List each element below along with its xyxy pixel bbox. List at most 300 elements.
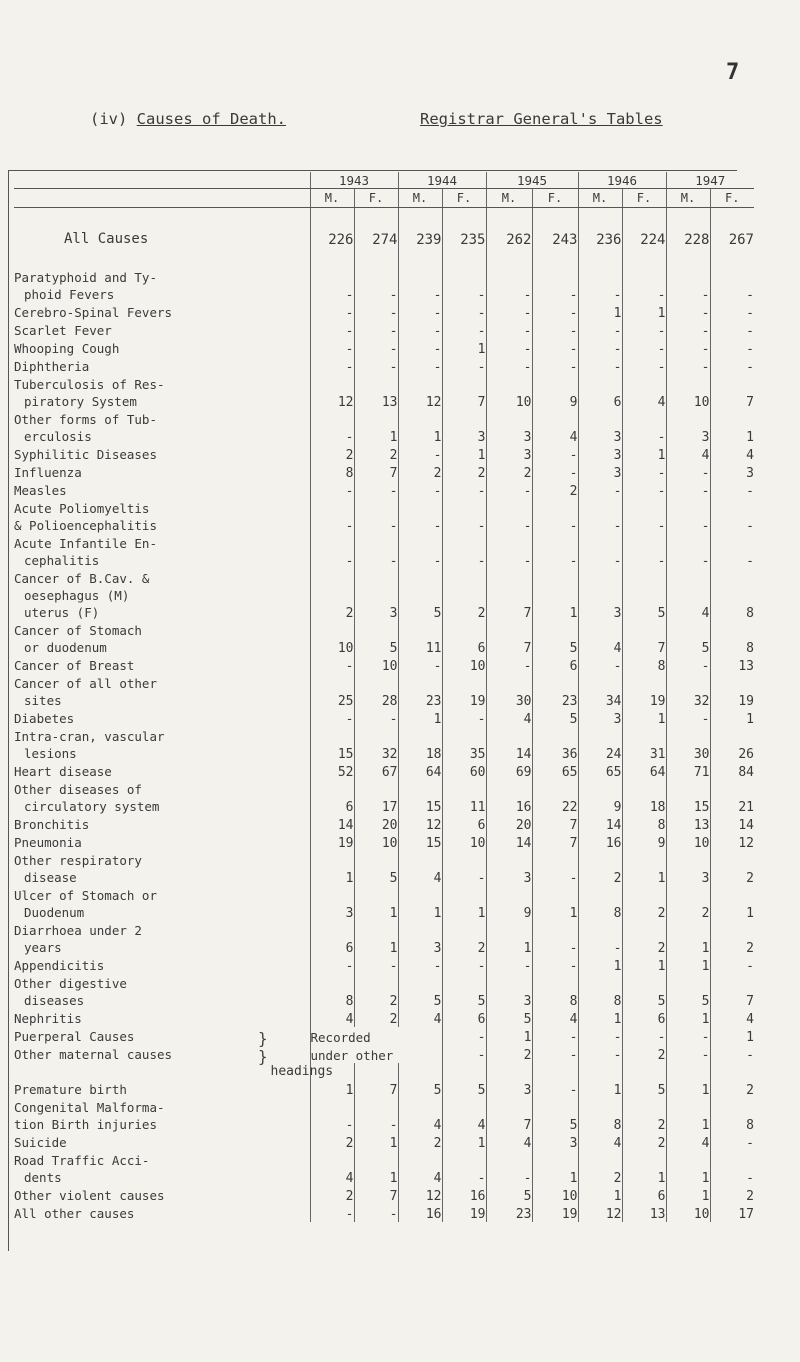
cause-label [14,833,310,851]
table-row [14,1027,754,1045]
table-row [14,569,754,621]
cell-value: 14 [486,727,532,762]
cell-value: 5 [398,1063,442,1098]
cell-value: 1 [354,410,398,445]
cell-value: - [532,534,578,569]
cell-value: - [666,534,710,569]
cell-value: 35 [442,727,486,762]
cell-value: - [398,481,442,499]
cell-value: 4 [578,1133,622,1151]
cell-value: - [532,463,578,481]
cause-label [14,780,310,815]
cell-value: - [354,709,398,727]
cell-value: 12 [578,1204,622,1222]
cell-value: - [398,268,442,303]
cause-label-line: All other causes [14,1206,135,1221]
cell-value: 2 [622,1098,666,1133]
cell-value: - [310,1098,354,1133]
cause-label-line: years [24,940,62,955]
cause-label [14,208,310,249]
cause-label [14,1151,310,1186]
cause-label [14,656,310,674]
cell-value: - [310,303,354,321]
table-row [14,1151,754,1186]
sex-header-row [14,189,754,208]
cell-value: 3 [486,851,532,886]
cell-value: - [442,534,486,569]
cell-value: 10 [442,833,486,851]
cell-value: - [398,534,442,569]
cell-value: 236 [578,208,622,249]
cell-value: 32 [354,727,398,762]
cell-value: - [354,499,398,534]
cell-value: 1 [710,410,754,445]
cell-value: - [622,321,666,339]
cell-value: - [532,1027,578,1045]
cell-value: 10 [354,833,398,851]
table-row [14,833,754,851]
cause-label [14,621,310,656]
cell-value: 1 [532,886,578,921]
cell-value: 1 [398,886,442,921]
cell-value: - [354,534,398,569]
table-source-title: Registrar General's Tables [420,110,663,128]
cell-value: 5 [666,621,710,656]
cause-label-line: Scarlet Fever [14,323,112,338]
cell-value: 20 [354,815,398,833]
cell-value: 10 [486,375,532,410]
cell-value: 69 [486,762,532,780]
cell-value: - [532,445,578,463]
table-row [14,1045,754,1063]
cause-label [14,357,310,375]
cell-value: 2 [442,921,486,956]
cell-value: 19 [532,1204,578,1222]
cell-value: - [486,499,532,534]
cell-value: 22 [532,780,578,815]
cell-value: 2 [532,481,578,499]
cell-value: 19 [442,674,486,709]
cell-value: 3 [486,445,532,463]
cell-value: - [398,499,442,534]
table-row [14,534,754,569]
cell-value: - [710,1151,754,1186]
year-header: 1945 [486,172,578,189]
cell-value: - [310,656,354,674]
cell-value: - [310,339,354,357]
cell-value: - [710,357,754,375]
cell-value: 65 [532,762,578,780]
cell-value: - [310,534,354,569]
table-row [14,445,754,463]
cell-value: - [310,357,354,375]
cell-value: - [310,268,354,303]
table-row [14,886,754,921]
cell-value: 6 [442,621,486,656]
cell-value: - [666,481,710,499]
cell-value: 11 [442,780,486,815]
cell-value: - [310,709,354,727]
cell-value: - [398,956,442,974]
cell-value: - [310,481,354,499]
table-row [14,1009,754,1027]
cell-value: 31 [622,727,666,762]
cell-value: 5 [622,974,666,1009]
cell-value: 12 [310,375,354,410]
cell-value: - [354,339,398,357]
cell-value: 243 [532,208,578,249]
cell-value: - [398,303,442,321]
cell-value: 1 [578,1063,622,1098]
cause-label [14,445,310,463]
cell-value: 3 [578,463,622,481]
cell-value: 13 [710,656,754,674]
cell-value: 67 [354,762,398,780]
cell-value: - [666,268,710,303]
table-row [14,674,754,709]
cell-value: 3 [578,410,622,445]
cell-value: - [310,499,354,534]
cause-label-line: Acute Infantile En- [14,536,157,551]
cell-value: 16 [486,780,532,815]
cell-value: 10 [666,833,710,851]
cell-value: 1 [442,886,486,921]
cause-label [14,674,310,709]
cell-value: 1 [578,956,622,974]
cell-value: 1 [666,1151,710,1186]
cell-value: - [442,956,486,974]
cell-value: - [442,1045,486,1063]
cell-value: 7 [486,569,532,621]
cell-value: headings 1 [270,1064,354,1098]
cell-value: 7 [486,1098,532,1133]
cell-value: 65 [578,762,622,780]
cell-value: 2 [622,1133,666,1151]
cell-value: 16 [398,1204,442,1222]
cause-label [14,1204,310,1222]
cell-value: - [622,1027,666,1045]
cell-value: - [710,481,754,499]
sex-header: F. [354,189,398,208]
cell-value: - [442,851,486,886]
span-note: under other [310,1045,442,1063]
cell-value: - [442,268,486,303]
table-row [14,1133,754,1151]
cell-value: - [310,410,354,445]
cause-label-line: Other digestive [14,976,127,991]
cell-value: - [398,656,442,674]
cell-value: 17 [710,1204,754,1222]
cell-value: - [442,499,486,534]
cell-value: 7 [710,375,754,410]
cause-label [14,481,310,499]
section-title: Causes of Death. [136,110,286,128]
cause-label [14,956,310,974]
cause-label [14,1009,310,1027]
cell-value: 34 [578,674,622,709]
cause-label-line: sites [24,693,62,708]
cell-value: - [622,463,666,481]
cell-value: - [578,357,622,375]
cell-value: - [710,303,754,321]
table-row [14,410,754,445]
cell-value: - [442,481,486,499]
cell-value: 3 [486,974,532,1009]
cell-value: 11 [398,621,442,656]
cell-value: 6 [310,780,354,815]
cell-value: 4 [310,1151,354,1186]
cell-value: 19 [710,674,754,709]
cell-value: 8 [578,1098,622,1133]
cell-value: 4 [666,1133,710,1151]
cell-value: 5 [442,974,486,1009]
cause-label [14,727,310,762]
cell-value: - [486,656,532,674]
cause-label-line: Diphtheria [14,359,90,374]
cell-value: 1 [354,886,398,921]
cell-value: 9 [486,886,532,921]
cell-value: 4 [710,1009,754,1027]
year-header: 1944 [398,172,486,189]
cause-label-line: Suicide [14,1135,67,1150]
cell-value: 3 [666,410,710,445]
cause-label-line: oesephagus (M) [24,588,130,603]
cell-value: - [532,851,578,886]
cell-value: 1 [666,1186,710,1204]
cause-label-line: Cancer of B.Cav. & [14,571,150,586]
cell-value: 2 [486,463,532,481]
cell-value: 84 [710,762,754,780]
table-row [14,956,754,974]
cell-value: 228 [666,208,710,249]
cell-value: - [486,268,532,303]
cell-value: 12 [398,375,442,410]
cell-value: 5 [398,974,442,1009]
cell-value: - [354,357,398,375]
cell-value: 3 [578,569,622,621]
cell-value: - [310,1204,354,1222]
cause-label [14,709,310,727]
table-row [14,499,754,534]
table-row [14,1186,754,1204]
cell-value: 23 [532,674,578,709]
cell-value: 9 [578,780,622,815]
cell-value: - [486,1151,532,1186]
cause-label-line: uterus (F) [24,605,100,620]
cell-value: - [666,656,710,674]
cell-value: - [710,321,754,339]
cell-value: 2 [310,569,354,621]
table-row [14,303,754,321]
cell-value: 10 [666,1204,710,1222]
cell-value: - [578,656,622,674]
cause-label [14,463,310,481]
cause-label-line: Diabetes [14,711,75,726]
cell-value: 2 [578,1151,622,1186]
cell-value: 1 [442,445,486,463]
cell-value: 1 [666,1063,710,1098]
cell-value: 15 [666,780,710,815]
table-row [14,339,754,357]
cell-value: 1 [532,569,578,621]
cell-value: 13 [622,1204,666,1222]
cell-value: 6 [442,815,486,833]
cell-value: - [622,339,666,357]
cell-value: 1 [622,303,666,321]
cell-value: - [442,321,486,339]
sex-header: F. [622,189,666,208]
cell-value: - [666,499,710,534]
cell-value: 10 [310,621,354,656]
cell-value: 4 [710,445,754,463]
cell-value: - [442,709,486,727]
cell-value: 226 [310,208,354,249]
cell-value: 2 [710,921,754,956]
cell-value: 71 [666,762,710,780]
cell-value: 7 [442,375,486,410]
sex-header: M. [398,189,442,208]
cell-value: - [622,481,666,499]
cell-value: 1 [578,303,622,321]
cell-value: 1 [354,921,398,956]
cell-value: 2 [666,886,710,921]
cell-value: 5 [532,621,578,656]
cell-value: - [666,709,710,727]
cell-value: - [398,339,442,357]
cell-value: - [310,956,354,974]
cell-value: - [666,339,710,357]
cell-value: 3 [486,410,532,445]
cause-label-line: Other forms of Tub- [14,412,157,427]
cell-value: 4 [398,851,442,886]
brace-mark: } [258,1047,268,1066]
cell-value: - [666,1045,710,1063]
cause-label-line: Cancer of Breast [14,658,135,673]
cell-value: 2 [354,974,398,1009]
cell-value: 19 [442,1204,486,1222]
cell-value: - [578,481,622,499]
cell-value: 12 [398,1186,442,1204]
cell-value: 5 [666,974,710,1009]
cell-value: 64 [398,762,442,780]
cell-value: 2 [622,886,666,921]
cell-value: - [354,268,398,303]
cell-value: 1 [354,1133,398,1151]
table-row [14,709,754,727]
table-row [14,268,754,303]
cell-value: 64 [622,762,666,780]
cause-label [14,1098,310,1133]
cell-value: 2 [578,851,622,886]
cell-value: 3 [354,569,398,621]
cell-value: - [622,534,666,569]
cell-value: 10 [354,656,398,674]
cause-label-line: Intra-cran, vascular [14,729,165,744]
cell-value: 1 [710,1027,754,1045]
cell-value: - [354,1098,398,1133]
cell-value: - [442,303,486,321]
sex-header: M. [486,189,532,208]
cell-value: - [486,534,532,569]
cell-value: - [532,268,578,303]
sex-header: F. [442,189,486,208]
cell-value: 8 [310,974,354,1009]
cell-value: 36 [532,727,578,762]
cell-value: 1 [666,1098,710,1133]
span-note: Recorded [310,1027,442,1045]
cause-label [14,375,310,410]
cause-label-line: cephalitis [24,553,100,568]
cell-value: - [666,303,710,321]
cause-label-line: Syphilitic Diseases [14,447,157,462]
cell-value: 4 [622,375,666,410]
cell-value: 15 [310,727,354,762]
cause-label-line: tion Birth injuries [14,1117,157,1132]
cell-value: - [666,321,710,339]
cell-value: 2 [398,463,442,481]
cell-value: 7 [622,621,666,656]
cell-value: 23 [486,1204,532,1222]
cell-value: 2 [442,463,486,481]
cell-value: 1 [578,1186,622,1204]
cause-label-line: Diarrhoea under 2 [14,923,142,938]
cell-value: 30 [486,674,532,709]
cell-value: 1 [622,851,666,886]
cell-value: 1 [354,1151,398,1186]
cell-value: - [578,1027,622,1045]
cell-value: 14 [310,815,354,833]
cell-value: 28 [354,674,398,709]
year-header: 1943 [310,172,398,189]
cell-value: 2 [622,1045,666,1063]
table-row [14,621,754,656]
cell-value: - [354,956,398,974]
cell-value: 9 [532,375,578,410]
cell-value: 12 [398,815,442,833]
cell-value: - [622,499,666,534]
cause-label [14,534,310,569]
cell-value: - [486,339,532,357]
cell-value: 5 [622,569,666,621]
cell-value: 7 [532,833,578,851]
cell-value: - [710,1045,754,1063]
cell-value: 2 [442,569,486,621]
cause-label [14,499,310,534]
cell-value: - [398,445,442,463]
cell-value: - [666,357,710,375]
table-row [14,1063,754,1098]
cell-value: - [710,339,754,357]
table-row [14,463,754,481]
table-row [14,727,754,762]
cell-value: - [710,268,754,303]
cell-value: 5 [532,1098,578,1133]
cause-label-line: Nephritis [14,1011,82,1026]
cell-value: - [442,357,486,375]
cell-value: 235 [442,208,486,249]
cell-value: 6 [442,1009,486,1027]
cause-label-line: Measles [14,483,67,498]
cell-value: 2 [354,1009,398,1027]
cell-value: 5 [354,851,398,886]
cell-value: 1 [622,1151,666,1186]
cause-label [14,815,310,833]
cell-value: 25 [310,674,354,709]
cell-value: 1 [666,956,710,974]
cell-value: 3 [666,851,710,886]
cell-value: 4 [486,1133,532,1151]
cell-value: 5 [442,1063,486,1098]
